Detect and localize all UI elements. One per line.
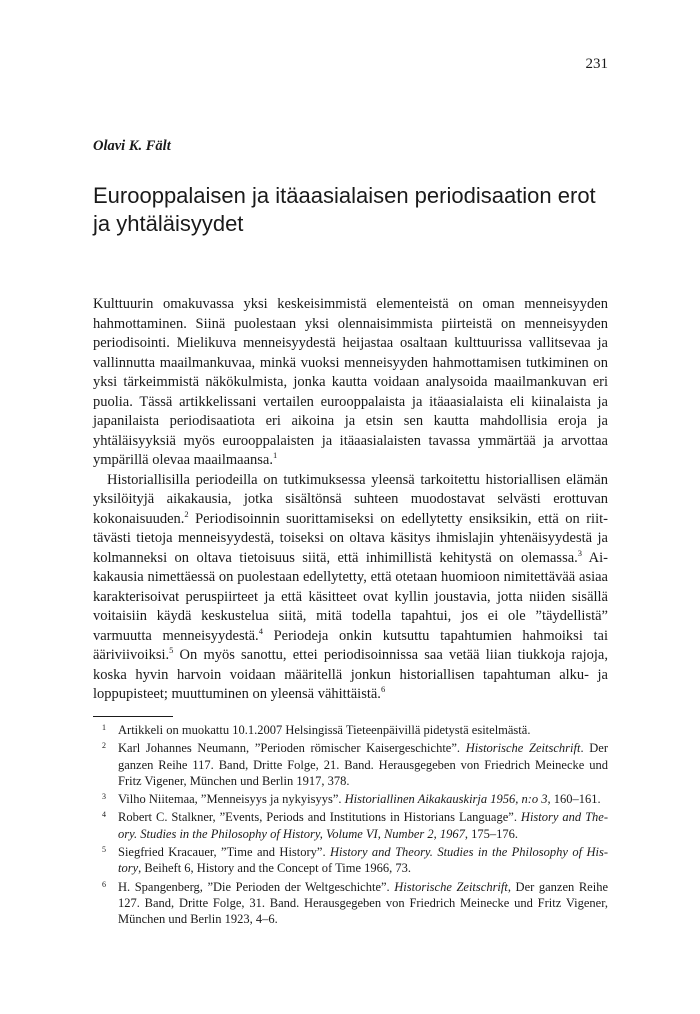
footnote-text: Artikkeli on muokattu 10.1.2007 Helsingissä Tieteenpäivillä pidetystä esitelmästä. <box>118 723 531 737</box>
paragraph <box>93 471 608 705</box>
footnote-source-title: Historische Zeitschrift <box>394 879 508 894</box>
footnote-text: Vilho Niitemaa, ”Menneisyys ja nykyisyys”. <box>118 792 345 807</box>
paragraph-text: Periodisoinnin suorittamiseksi on edellytetty ensiksikin, että on riittävästi tietoja menneisyydestä, toiseksi on oltava käsitys ihmislajin yhtenäisyydestä ja kolmanneksi on oltava tietoisuus siitä, että inhimillistä kehitystä on olemassa. <box>93 510 608 566</box>
footnote <box>93 791 608 807</box>
footnote-number: 1 <box>102 723 106 732</box>
paragraph <box>93 295 608 471</box>
footnote <box>93 879 608 928</box>
footnote-number: 6 <box>102 879 106 889</box>
footnote <box>93 844 608 877</box>
footnote-text: , 175–176. <box>464 826 518 841</box>
paragraph-text: Periodeja onkin kutsuttu tapahtumien hahmoiksi tai ääriviivoiksi. <box>93 627 608 663</box>
footnote-text: Karl Johannes Neumann, ”Perioden römischer Kaisergeschichte”. <box>118 741 466 756</box>
footnotes-list <box>93 722 608 930</box>
paragraph-text: Historiallisilla periodeilla on tutkimuksessa yleensä tarkoitettu historiallisen elämän yksilöityjä aikakausia, jotka sisältönsä suhteen muodostavat selvästi erottuvan kokonaisuuden. <box>93 471 608 527</box>
paragraph-text: Aikakausia nimettäessä on puolestaan edellytetty, että otetaan huomioon nimitettävää asiaa karakterisoivat peruspiirteet ja että käsitteet ovat kyllin joustavia, jotta niiden sisällä voitaisiin käydä keskustelua siitä, mitä todella tapahtui, jos ei ole ”täydellistä” varmuutta menneisyydestä. <box>93 549 609 644</box>
footnote-text: , Der ganzen Reihe 127. Band, Dritte Folge, 31. Band. Herausgegeben von Friedrich Meinecke und Fritz Vigener, München und Berlin 1923, 4–6. <box>118 879 608 927</box>
article-body <box>93 295 608 705</box>
footnote <box>93 722 608 738</box>
footnote-ref[interactable]: 3 <box>577 547 583 558</box>
footnote-ref[interactable]: 6 <box>380 684 386 694</box>
footnote-source-title: History and Theory. Studies in the Philosophy of History, Volume VI, Number 2, 1967 <box>118 810 609 841</box>
footnote-number: 5 <box>102 845 106 855</box>
footnote-text: H. Spangenberg, ”Die Perioden der Weltgeschichte”. <box>118 879 395 894</box>
footnote-text: Robert C. Stalkner, ”Events, Periods and Institutions in Historians Language”. <box>118 810 521 825</box>
page-number: 231 <box>585 56 608 72</box>
article-title: Eurooppalaisen ja itäaasialaisen periodisaation erot ja yhtäläisyydet <box>93 183 596 236</box>
footnote-text: , Beiheft 6, History and the Concept of Time 1966, 73. <box>138 861 412 876</box>
footnote-ref[interactable]: 1 <box>272 450 278 460</box>
paragraph-text: Kulttuurin omakuvassa yksi keskeisimmistä elementeistä on oman menneisyyden hahmottaminen. Siinä puolestaan yksi olennaisimmista piirteistä on menneisyyden periodisointi. Mielikuva menneisyydestä heijastaa osaltaan kulttuurissa vallitsevaa ja vallinnutta maailmankuvaa, minkä vuoksi menneisyyden hahmottamisen tutkiminen on yksi tärkeimmistä näkökulmista, jonka kautta voidaan analysoida maailmankuvan eri puolia. Tässä artikkelissani vertailen eurooppalaista ja itäaasialaista eli kiinalaista ja japanilaista periodisaatiota eri aikoina ja etsin sen kautta mahdollisia eroja ja yhtäläisyyksiä myös eurooppalaisten ja itäaasialaisten tavassa ymmärtää ja arvottaa ympärillä olevaa maailmaansa. <box>93 296 608 468</box>
footnote-source-title: Historiallinen Aikakauskirja 1956, n:o 3 <box>344 792 548 807</box>
footnote-divider <box>93 716 173 717</box>
author-name: Olavi K. Fält <box>93 138 171 154</box>
footnote <box>93 740 608 789</box>
footnote-text: . Der ganzen Reihe 117. Band, Dritte Folge, 21. Band. Herausgegeben von Friedrich Meinecke und Fritz Vigener, München und Berlin 1917, 378. <box>118 741 609 788</box>
footnote-number: 4 <box>102 810 106 820</box>
paragraph-text: On myös sanottu, ettei periodisoinnissa saa vetää liian tiukkoja rajoja, koska hyvin harvoin voidaan määritellä jonkun historiallisen tapahtuman alku- ja loppupisteet; muuttuminen on yleensä vähittäistä. <box>93 647 608 702</box>
footnote-text: Siegfried Kracauer, ”Time and History”. <box>118 845 330 860</box>
footnote-source-title: Historische Zeitschrift <box>465 741 581 756</box>
footnote-text: , 160–161. <box>547 792 601 807</box>
footnote <box>93 809 608 842</box>
footnote-source-title: History and Theory. Studies in the Philosophy of History <box>118 845 608 876</box>
footnote-number: 2 <box>102 741 106 751</box>
footnote-number: 3 <box>102 792 106 802</box>
footnote-ref[interactable]: 4 <box>258 625 263 636</box>
footnote-ref[interactable]: 5 <box>169 645 174 655</box>
footnote-ref[interactable]: 2 <box>184 508 189 519</box>
